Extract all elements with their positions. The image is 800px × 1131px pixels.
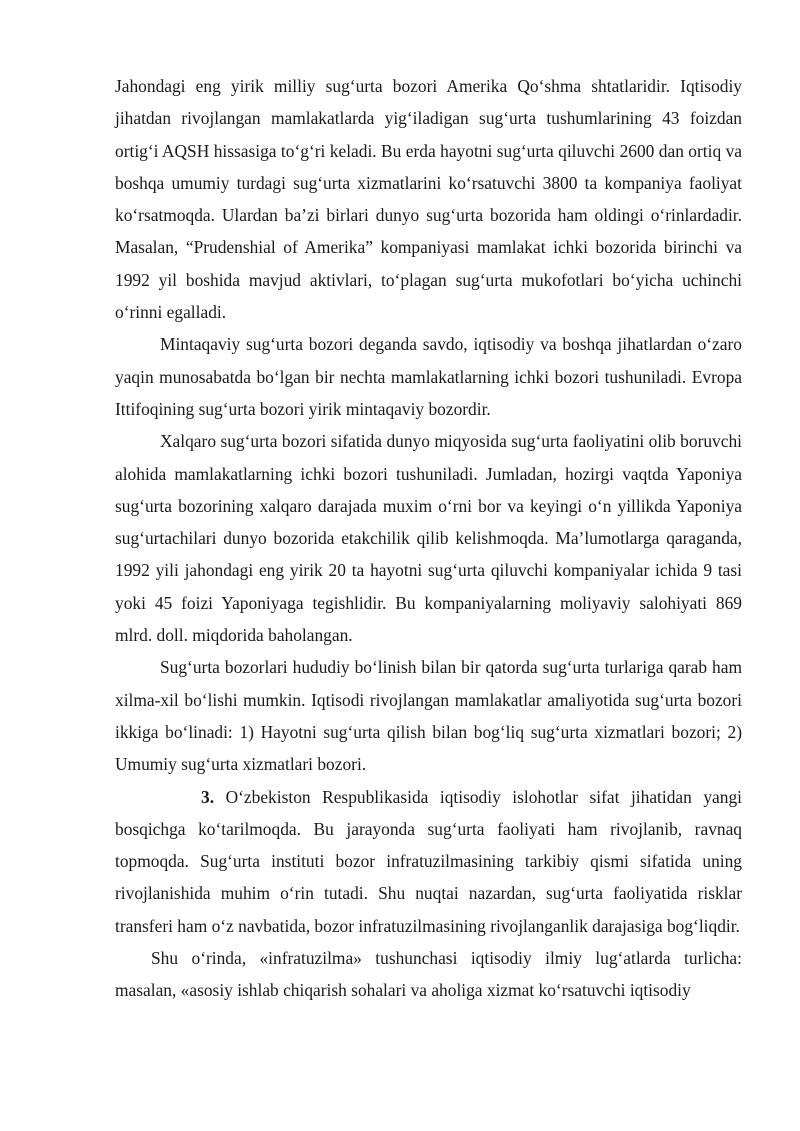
paragraph-regional-market: Mintaqaviy sug‘urta bozori deganda savdo, iqtisodiy va boshqa jihatlardan o‘zaro yaqin munosabatda bo‘lgan bir nechta mamlakatlarning ichki bozori tushuniladi. Evropa Ittifoqining sug‘urta bozori yirik mintaqaviy bozordir.: [115, 334, 742, 419]
paragraph-infrastructure: Shu o‘rinda, «infratuzilma» tushunchasi iqtisodiy ilmiy lug‘atlarda turlicha: masalan, «asosiy ishlab chiqarish sohalari va aholiga xizmat ko‘rsatuvchi iqtisodiy: [115, 948, 742, 1001]
document-page: [115, 70, 742, 1007]
paragraph-international-market: Xalqaro sug‘urta bozori sifatida dunyo miqyosida sug‘urta faoliyatini olib boruvchi alohida mamlakatlarning ichki bozori tushuniladi. Jumladan, hozirgi vaqtda Yaponiya sug‘urta bozorining xalqaro darajada muxim o‘rni bor va keyingi o‘n yillikda Yaponiya sug‘urtachilari dunyo bozorida etakchilik qilib kelishmoqda. Ma’lumotlarga qaraganda, 1992 yili jahondagi eng yirik 20 ta hayotni sug‘urta qiluvchi kompaniyalar ichida 9 tasi yoki 45 foizi Yaponiyaga tegishlidir. Bu kompaniyalarning moliyaviy salohiyati 869 mlrd. doll. miqdorida baholangan.: [115, 431, 742, 646]
section-number: 3.: [201, 786, 215, 807]
paragraph-uzbekistan-reforms: [115, 781, 742, 942]
paragraph-market-types: Sug‘urta bozorlari hududiy bo‘linish bilan bir qatorda sug‘urta turlariga qarab ham xilma-xil bo‘lishi mumkin. Iqtisodi rivojlangan mamlakatlar amaliyotida sug‘urta bozori ikkiga bo‘linadi: 1) Hayotni sug‘urta qilish bilan bog‘liq sug‘urta xizmatlari bozori; 2) Umumiy sug‘urta xizmatlari bozori.: [115, 657, 742, 775]
paragraph-uzbekistan-text: O‘zbekiston Respublikasida iqtisodiy islohotlar sifat jihatidan yangi bosqichga ko‘tarilmoqda. Bu jarayonda sug‘urta faoliyati ham rivojlanib, ravnaq topmoqda. Sug‘urta instituti bozor infratuzilmasining tarkibiy qismi sifatida uning rivojlanishida muhim o‘rin tutadi. Shu nuqtai nazardan, sug‘urta faoliyatida risklar transferi ham o‘z navbatida, bozor infratuzilmasining rivojlanganlik darajasiga bog‘liqdir.: [115, 786, 742, 936]
paragraph-us-insurance-market: Jahondagi eng yirik milliy sug‘urta bozori Amerika Qo‘shma shtatlaridir. Iqtisodiy jihatdan rivojlangan mamlakatlarda yig‘iladigan sug‘urta tushumlarining 43 foizdan ortig‘i AQSH hissasiga to‘g‘ri keladi. Bu erda hayotni sug‘urta qiluvchi 2600 dan ortiq va boshqa umumiy turdagi sug‘urta xizmatlarini ko‘rsatuvchi 3800 ta kompaniya faoliyat ko‘rsatmoqda. Ulardan ba’zi birlari dunyo sug‘urta bozorida ham oldingi o‘rinlardadir. Masalan, “Prudenshial of Amerika” kompaniyasi mamlakat ichki bozorida birinchi va 1992 yil boshida mavjud aktivlari, to‘plagan sug‘urta mukofotlari bo‘yicha uchinchi o‘rinni egalladi.: [115, 76, 742, 323]
